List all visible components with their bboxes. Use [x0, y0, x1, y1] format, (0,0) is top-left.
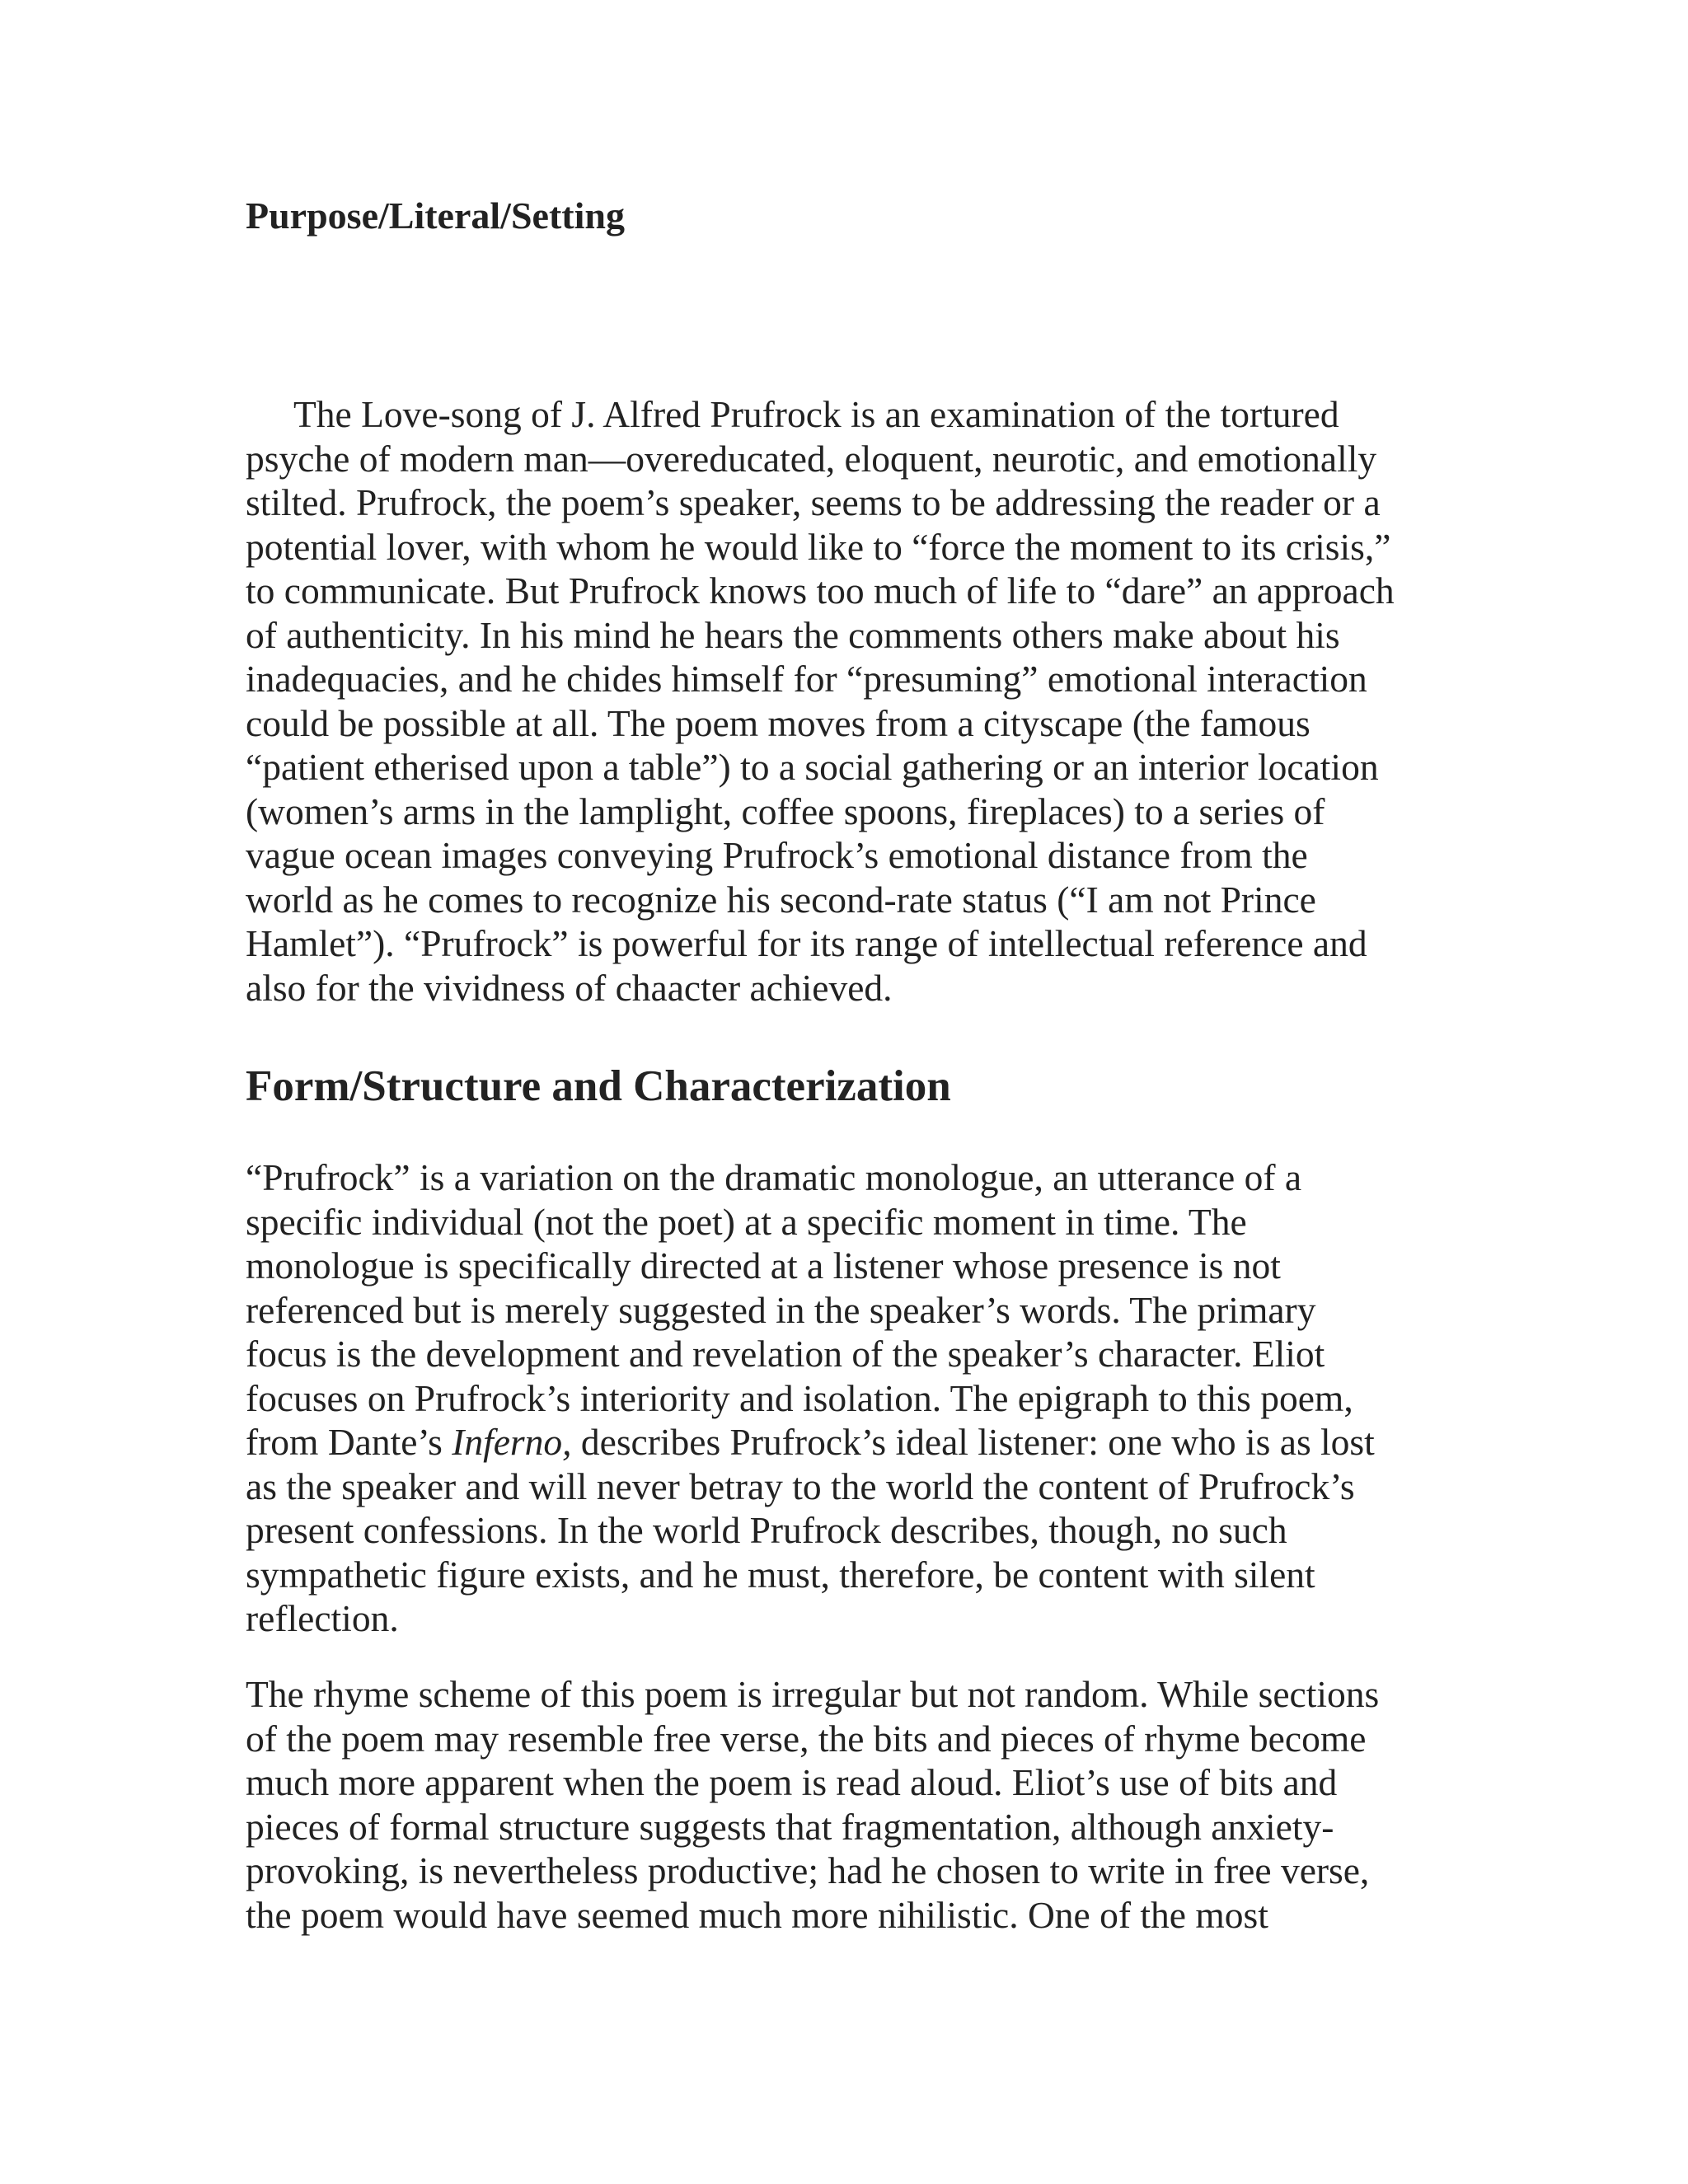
- italic-title-inferno: Inferno,: [452, 1421, 572, 1463]
- text-line: vague ocean images conveying Prufrock’s emotional distance from the: [246, 834, 1308, 876]
- section-heading-purpose: Purpose/Literal/Setting: [246, 194, 625, 237]
- text-line: The Love-song of J. Alfred Prufrock is an examination of the tortured: [293, 393, 1339, 435]
- text-line: present confessions. In the world Prufrock describes, though, no such: [246, 1509, 1287, 1551]
- text-line: sympathetic figure exists, and he must, therefore, be content with silent: [246, 1553, 1315, 1596]
- text-line: pieces of formal structure suggests that fragmentation, although anxiety-: [246, 1805, 1334, 1848]
- text-line: specific individual (not the poet) at a specific moment in time. The: [246, 1200, 1247, 1243]
- text-line: psyche of modern man—overeducated, eloquent, neurotic, and emotionally: [246, 437, 1377, 480]
- text-line: The rhyme scheme of this poem is irregular but not random. While sections: [246, 1673, 1380, 1715]
- text-line: of authenticity. In his mind he hears the comments others make about his: [246, 613, 1340, 656]
- text-line: world as he comes to recognize his second-rate status (“I am not Prince: [246, 878, 1316, 921]
- text-line: inadequacies, and he chides himself for “presuming” emotional interaction: [246, 658, 1367, 700]
- text-segment: from Dante’s: [246, 1421, 452, 1463]
- paragraph-rhyme-scheme: [246, 1672, 1379, 1937]
- text-line: also for the vividness of chaacter achieved.: [246, 966, 893, 1009]
- text-line: much more apparent when the poem is read aloud. Eliot’s use of bits and: [246, 1761, 1338, 1803]
- text-line: Hamlet”). “Prufrock” is powerful for its range of intellectual reference and: [246, 922, 1367, 964]
- paragraph-prufrock-overview: [246, 392, 1395, 1010]
- text-line: as the speaker and will never betray to the world the content of Prufrock’s: [246, 1465, 1355, 1507]
- paragraph-dramatic-monologue: [246, 1155, 1375, 1641]
- text-line: “Prufrock” is a variation on the dramatic monologue, an utterance of a: [246, 1156, 1302, 1198]
- text-line: referenced but is merely suggested in the speaker’s words. The primary: [246, 1288, 1316, 1331]
- text-segment: describes Prufrock’s ideal listener: one who is as lost: [571, 1421, 1375, 1463]
- text-line: (women’s arms in the lamplight, coffee spoons, fireplaces) to a series of: [246, 790, 1325, 832]
- text-line: could be possible at all. The poem moves from a cityscape (the famous: [246, 701, 1311, 744]
- section-heading-form-structure: Form/Structure and Characterization: [246, 1062, 951, 1110]
- text-line: reflection.: [246, 1597, 399, 1639]
- text-line: of the poem may resemble free verse, the bits and pieces of rhyme become: [246, 1717, 1367, 1760]
- text-line: potential lover, with whom he would like to “force the moment to its crisis,”: [246, 525, 1391, 568]
- text-line: the poem would have seemed much more nihilistic. One of the most: [246, 1893, 1268, 1936]
- text-line: focuses on Prufrock’s interiority and isolation. The epigraph to this poem,: [246, 1376, 1353, 1419]
- text-line: focus is the development and revelation of the speaker’s character. Eliot: [246, 1333, 1325, 1375]
- text-line-with-italic: [246, 1420, 1375, 1465]
- text-line: “patient etherised upon a table”) to a social gathering or an interior location: [246, 746, 1379, 788]
- text-line: monologue is specifically directed at a listener whose presence is not: [246, 1244, 1281, 1286]
- text-line: provoking, is nevertheless productive; had he chosen to write in free verse,: [246, 1849, 1370, 1891]
- text-line: to communicate. But Prufrock knows too much of life to “dare” an approach: [246, 569, 1395, 612]
- text-line: stilted. Prufrock, the poem’s speaker, seems to be addressing the reader or a: [246, 481, 1381, 523]
